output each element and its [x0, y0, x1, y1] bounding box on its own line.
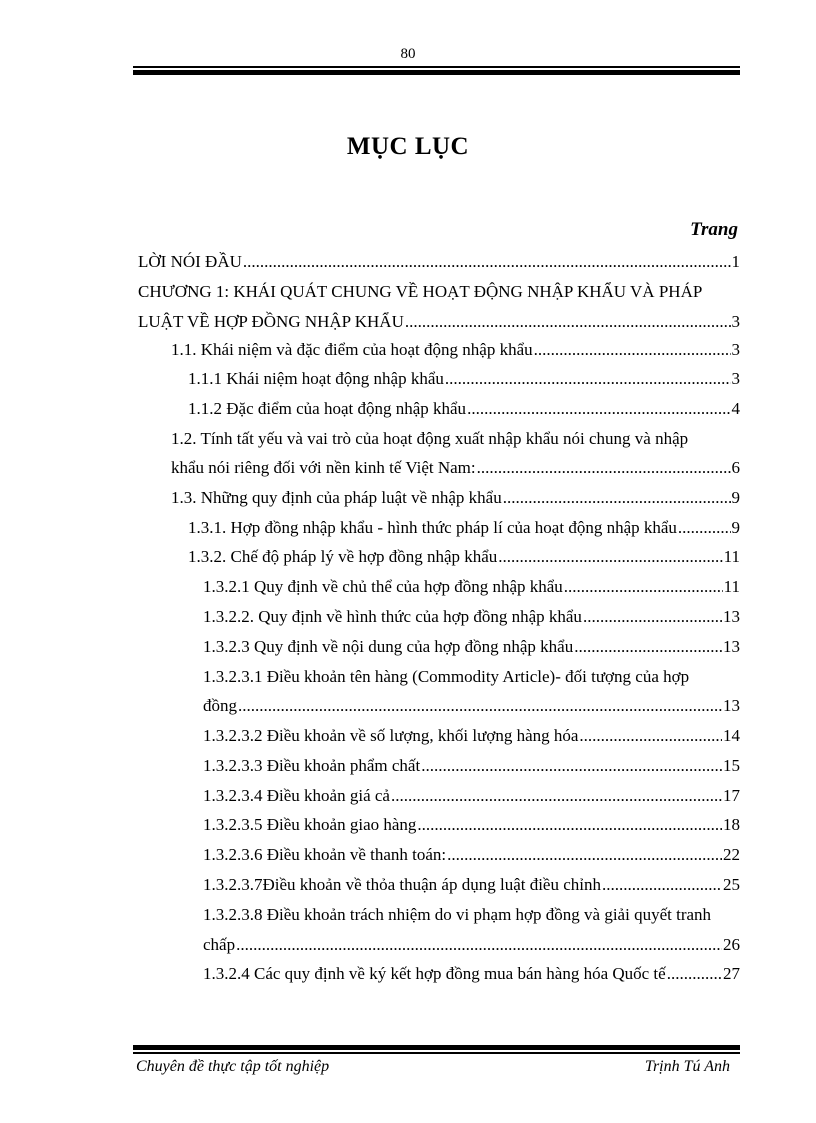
toc-entry-page: 17: [723, 786, 740, 805]
toc-entry[interactable]: [203, 786, 740, 806]
toc-entry[interactable]: [203, 607, 740, 627]
toc-entry-title: 1.3.2.2. Quy định về hình thức của hợp đồng nhập khẩu: [203, 607, 582, 626]
toc-entry-title: đồng: [203, 696, 237, 715]
toc-entry[interactable]: [203, 815, 740, 835]
toc-entry[interactable]: [203, 845, 740, 865]
toc-leader-dots: [391, 786, 722, 806]
toc-entry-page: 22: [723, 845, 740, 864]
footer-author: Trịnh Tú Anh: [644, 1058, 730, 1075]
toc-entry-title: khẩu nói riêng đối với nền kinh tế Việt Nam:: [171, 458, 476, 477]
toc-entry-page: 13: [723, 637, 740, 656]
toc-leader-dots: [667, 964, 722, 984]
toc-entry-page: 11: [723, 577, 740, 596]
toc-entry-page: 18: [723, 815, 740, 834]
toc-entry[interactable]: [203, 577, 740, 597]
toc-entry-title: 1.3.2.3.2 Điều khoản về số lượng, khối lượng hàng hóa: [203, 726, 579, 745]
toc-leader-dots: [238, 696, 722, 716]
toc-leader-dots: [678, 518, 731, 538]
toc-entry-title: 1.1. Khái niệm và đặc điểm của hoạt động nhập khẩu: [171, 340, 533, 359]
toc-entry-title: 1.3.2. Chế độ pháp lý về hợp đồng nhập khẩu: [188, 547, 498, 566]
toc-leader-dots: [236, 935, 722, 955]
toc-entry-title: 1.1.1 Khái niệm hoạt động nhập khẩu: [188, 369, 444, 388]
toc-entry[interactable]: [203, 875, 740, 895]
toc-leader-dots: [602, 875, 722, 895]
toc-entry[interactable]: [203, 964, 740, 984]
toc-entry-title: 1.3.1. Hợp đồng nhập khẩu - hình thức pháp lí của hoạt động nhập khẩu: [188, 518, 677, 537]
toc-entry[interactable]: [171, 340, 740, 360]
toc-entry[interactable]: [138, 312, 740, 332]
toc-entry-page: 13: [723, 607, 740, 626]
toc-entry-title: 1.3.2.3.4 Điều khoản giá cả: [203, 786, 390, 805]
toc-entry-page: 3: [731, 369, 740, 388]
toc-leader-dots: [564, 577, 723, 597]
toc-entry[interactable]: [188, 369, 740, 389]
toc-entry[interactable]: [203, 696, 740, 716]
page-column-label: Trang: [690, 219, 738, 240]
toc-leader-dots: [574, 637, 722, 657]
footer-rule-thin: [133, 1052, 740, 1054]
toc-entry[interactable]: [171, 458, 740, 478]
toc-entry-page: 11: [723, 547, 740, 566]
toc-entry[interactable]: [203, 935, 740, 955]
toc-entry-title: 1.3.2.1 Quy định về chủ thể của hợp đồng nhập khẩu: [203, 577, 563, 596]
toc-entry-page: 9: [731, 518, 740, 537]
toc-entry[interactable]: [188, 518, 740, 538]
toc-entry-title[interactable]: CHƯƠNG 1: KHÁI QUÁT CHUNG VỀ HOẠT ĐỘNG NHẬP KHẨU VÀ PHÁP: [138, 282, 703, 301]
toc-entry-title: 1.3.2.3.7Điều khoản về thỏa thuận áp dụng luật điều chỉnh: [203, 875, 601, 894]
toc-entry-page: 3: [731, 312, 740, 331]
toc-entry-page: 27: [723, 964, 740, 983]
toc-leader-dots: [243, 252, 731, 272]
toc-leader-dots: [405, 312, 731, 332]
toc-leader-dots: [503, 488, 731, 508]
toc-entry[interactable]: [171, 488, 740, 508]
toc-entry-title: 1.3.2.3.5 Điều khoản giao hàng: [203, 815, 417, 834]
toc-entry-page: 13: [723, 696, 740, 715]
toc-entry-page: 9: [731, 488, 740, 507]
toc-leader-dots: [583, 607, 722, 627]
toc-entry-title[interactable]: 1.3.2.3.1 Điều khoản tên hàng (Commodity Article)- đối tượng của hợp: [203, 667, 690, 686]
page-title: MỤC LỤC: [346, 133, 470, 160]
toc-entry-title: chấp: [203, 935, 236, 954]
toc-entry[interactable]: [203, 637, 740, 657]
toc-entry[interactable]: [203, 756, 740, 776]
toc-leader-dots: [445, 369, 731, 389]
toc-entry-page: 25: [723, 875, 740, 894]
toc-entry-page: 6: [731, 458, 740, 477]
toc-entry-title: 1.3.2.3 Quy định về nội dung của hợp đồng nhập khẩu: [203, 637, 574, 656]
toc-entry-page: 1: [731, 252, 740, 271]
toc-entry-page: 15: [723, 756, 740, 775]
toc-leader-dots: [447, 845, 722, 865]
toc-entry-title[interactable]: 1.3.2.3.8 Điều khoản trách nhiệm do vi phạm hợp đồng và giải quyết tranh: [203, 905, 712, 924]
toc-leader-dots: [467, 399, 730, 419]
toc-entry-title: 1.1.2 Đặc điểm của hoạt động nhập khẩu: [188, 399, 467, 418]
toc-entry-page: 3: [731, 340, 740, 359]
toc-entry-title: 1.3.2.3.6 Điều khoản về thanh toán:: [203, 845, 447, 864]
toc-entry[interactable]: [138, 252, 740, 272]
toc-entry-page: 14: [723, 726, 740, 745]
toc-entry-title: LUẬT VỀ HỢP ĐỒNG NHẬP KHẨU: [138, 312, 404, 331]
header-rule-thick: [133, 70, 740, 75]
toc-entry[interactable]: [188, 399, 740, 419]
toc-leader-dots: [534, 340, 731, 360]
toc-entry[interactable]: [203, 726, 740, 746]
footer-document-type: Chuyên đề thực tập tốt nghiệp: [136, 1058, 330, 1075]
footer-rule-thick: [133, 1045, 740, 1050]
toc-entry-title: 1.3. Những quy định của pháp luật về nhập khẩu: [171, 488, 502, 507]
header-rule-thin: [133, 66, 740, 68]
toc-leader-dots: [579, 726, 722, 746]
toc-entry-title: LỜI NÓI ĐẦU: [138, 252, 242, 271]
toc-entry-page: 4: [731, 399, 740, 418]
toc-entry[interactable]: [188, 547, 740, 567]
toc-entry-title: 1.3.2.4 Các quy định về ký kết hợp đồng mua bán hàng hóa Quốc tế: [203, 964, 666, 983]
toc-entry-title: 1.3.2.3.3 Điều khoản phẩm chất: [203, 756, 421, 775]
toc-leader-dots: [498, 547, 722, 567]
toc-leader-dots: [417, 815, 722, 835]
toc-entry-page: 26: [723, 935, 740, 954]
page-number: 80: [400, 46, 416, 62]
toc-entry-title[interactable]: 1.2. Tính tất yếu và vai trò của hoạt động xuất nhập khẩu nói chung và nhập: [171, 429, 689, 448]
toc-leader-dots: [421, 756, 722, 776]
toc-leader-dots: [477, 458, 731, 478]
